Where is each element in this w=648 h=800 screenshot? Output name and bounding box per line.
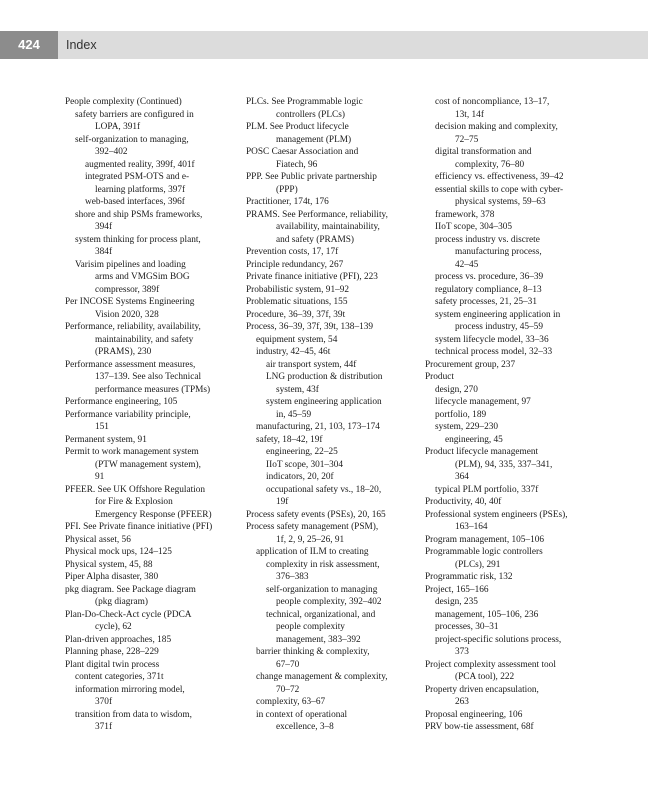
index-entry: transition from data to wisdom,: [75, 709, 192, 720]
index-entry: process industry, 45–59: [455, 322, 543, 332]
index-entry: management, 105–106, 236: [435, 609, 539, 620]
index-entry: Proposal engineering, 106: [425, 709, 523, 720]
index-entry: Project, 165–166: [425, 584, 489, 595]
index-entry: 72–75: [455, 134, 479, 145]
index-entry: Varisim pipelines and loading: [75, 259, 186, 270]
index-entry: portfolio, 189: [435, 409, 487, 420]
index-entry: IIoT scope, 304–305: [435, 222, 513, 232]
index-entry: engineering, 22–25: [266, 447, 338, 457]
index-entry: cycle), 62: [95, 622, 132, 632]
index-entry: 394f: [95, 222, 113, 232]
index-entry: design, 235: [435, 597, 478, 607]
index-entry: web-based interfaces, 396f: [85, 197, 185, 207]
index-entry: Per INCOSE Systems Engineering: [65, 297, 195, 307]
index-column-2: [246, 96, 418, 734]
index-entry: availability, maintainability,: [276, 222, 380, 232]
index-entry: Emergency Response (PFEER): [95, 509, 212, 520]
index-entry: Private finance initiative (PFI), 223: [246, 272, 378, 282]
index-entry: (PLCs), 291: [455, 559, 501, 570]
index-entry: process industry vs. discrete: [435, 234, 540, 245]
page-number: 424: [0, 31, 58, 59]
index-entry: 13t, 14f: [455, 109, 484, 120]
page-header: [0, 31, 648, 59]
index-entry: content categories, 371t: [75, 672, 164, 682]
index-entry: Permanent system, 91: [65, 434, 147, 445]
index-entry: Productivity, 40, 40f: [425, 497, 502, 507]
index-entry: (PPP): [276, 184, 298, 195]
index-entry: Property driven encapsulation,: [425, 684, 539, 695]
index-entry: performance measures (TPMs): [95, 384, 211, 395]
index-entry: PRAMS. See Performance, reliability,: [246, 209, 388, 220]
index-entry: self-organization to managing,: [75, 134, 189, 145]
index-entry: Programmatic risk, 132: [425, 572, 513, 582]
index-entry: typical PLM portfolio, 337f: [435, 484, 539, 495]
index-column-3: [425, 96, 595, 734]
index-entry: technical process model, 32–33: [435, 347, 553, 357]
index-entry: 137–139. See also Technical: [95, 372, 202, 382]
index-entry: barrier thinking & complexity,: [256, 647, 370, 657]
index-entry: project-specific solutions process,: [435, 634, 562, 645]
index-entry: information mirroring model,: [75, 684, 185, 695]
index-entry: 42–45: [455, 259, 479, 270]
index-entry: Plan-Do-Check-Act cycle (PDCA: [65, 609, 192, 620]
index-entry: Probabilistic system, 91–92: [246, 284, 350, 295]
index-entry: regulatory compliance, 8–13: [435, 284, 542, 295]
index-entry: Fiatech, 96: [276, 159, 318, 170]
index-entry: system lifecycle model, 33–36: [435, 334, 549, 345]
index-entry: for Fire & Explosion: [95, 497, 173, 507]
index-entry: system engineering application: [266, 397, 382, 407]
index-entry: 151: [95, 422, 109, 432]
index-entry: Performance, reliability, availability,: [65, 322, 201, 332]
index-entry: Principle redundancy, 267: [246, 259, 344, 270]
index-entry: occupational safety vs., 18–20,: [266, 484, 382, 495]
index-column-1: [65, 96, 243, 734]
index-entry: decision making and complexity,: [435, 122, 558, 132]
index-entry: Plant digital twin process: [65, 659, 160, 670]
index-entry: people complexity, 392–402: [276, 597, 382, 607]
index-entry: PFEER. See UK Offshore Regulation: [65, 484, 206, 495]
index-entry: augmented reality, 399f, 401f: [85, 159, 195, 170]
index-entry: 163–164: [455, 522, 488, 532]
index-entry: Product: [425, 372, 454, 382]
index-entry: (PLM), 94, 335, 337–341,: [455, 459, 553, 470]
index-entry: equipment system, 54: [256, 334, 338, 345]
index-entry: system thinking for process plant,: [75, 234, 201, 245]
index-entry: industry, 42–45, 46t: [256, 347, 331, 357]
index-entry: PLCs. See Programmable logic: [246, 97, 363, 107]
index-entry: PFI. See Private finance initiative (PFI): [65, 522, 213, 532]
index-entry: system, 229–230: [435, 422, 499, 432]
index-entry: Performance assessment measures,: [65, 359, 196, 370]
index-entry: 67–70: [276, 659, 300, 670]
index-entry: and safety (PRAMS): [276, 234, 354, 245]
index-entry: 392–402: [95, 147, 128, 157]
index-entry: Project complexity assessment tool: [425, 659, 556, 670]
index-entry: lifecycle management, 97: [435, 397, 531, 407]
index-entry: integrated PSM-OTS and e-: [85, 172, 190, 182]
index-entry: management (PLM): [276, 134, 352, 145]
index-entry: Physical system, 45, 88: [65, 559, 153, 570]
index-entry: technical, organizational, and: [266, 609, 376, 620]
index-entry: (PTW management system),: [95, 459, 201, 470]
index-entry: Prevention costs, 17, 17f: [246, 247, 339, 257]
index-entry: physical systems, 59–63: [455, 197, 546, 207]
index-entry: Vision 2020, 328: [95, 309, 159, 320]
index-entry: Physical asset, 56: [65, 534, 131, 545]
index-entry: Procurement group, 237: [425, 359, 516, 370]
index-entry: Program management, 105–106: [425, 534, 545, 545]
index-entry: cost of noncompliance, 13–17,: [435, 97, 550, 107]
index-entry: safety processes, 21, 25–31: [435, 297, 537, 307]
index-entry: (pkg diagram): [95, 597, 148, 607]
index-entry: controllers (PLCs): [276, 109, 345, 120]
index-entry: Professional system engineers (PSEs),: [425, 509, 568, 520]
index-entry: complexity, 76–80: [455, 159, 525, 170]
index-entry: Performance engineering, 105: [65, 397, 178, 407]
index-entry: efficiency vs. effectiveness, 39–42: [435, 172, 564, 182]
index-entry: maintainability, and safety: [95, 334, 194, 345]
index-entry: 1f, 2, 9, 25–26, 91: [276, 534, 345, 545]
index-entry: change management & complexity,: [256, 672, 388, 682]
index-entry: 19f: [276, 497, 289, 507]
index-entry: Process safety management (PSM),: [246, 522, 379, 532]
index-entry: People complexity (Continued): [65, 97, 182, 107]
index-entry: essential skills to cope with cyber-: [435, 184, 564, 195]
index-entry: complexity, 63–67: [256, 697, 326, 707]
index-entry: design, 270: [435, 384, 478, 395]
index-entry: 371f: [95, 722, 113, 732]
index-entry: excellence, 3–8: [276, 722, 334, 732]
index-entry: learning platforms, 397f: [95, 184, 186, 195]
index-entry: Process, 36–39, 37f, 39t, 138–139: [246, 322, 374, 332]
index-entry: Permit to work management system: [65, 447, 199, 457]
index-entry: Physical mock ups, 124–125: [65, 547, 172, 557]
index-entry: in, 45–59: [276, 409, 312, 420]
index-entry: PPP. See Public private partnership: [246, 172, 377, 182]
index-entry: air transport system, 44f: [266, 359, 357, 370]
index-entry: arms and VMGSim BOG: [95, 272, 190, 282]
index-entry: 91: [95, 472, 105, 482]
index-entry: Problematic situations, 155: [246, 297, 348, 307]
index-entry: process vs. procedure, 36–39: [435, 272, 544, 282]
index-entry: complexity in risk assessment,: [266, 559, 380, 570]
index-entry: PRV bow-tie assessment, 68f: [425, 722, 534, 732]
index-entry: Practitioner, 174t, 176: [246, 197, 329, 207]
index-entry: Piper Alpha disaster, 380: [65, 572, 159, 582]
index-entry: compressor, 389f: [95, 284, 160, 295]
index-entry: people complexity: [276, 622, 345, 632]
index-entry: digital transformation and: [435, 147, 532, 157]
index-entry: PLM. See Product lifecycle: [246, 122, 349, 132]
index-entry: 384f: [95, 247, 113, 257]
index-entry: LOPA, 391f: [95, 122, 141, 132]
index-entry: Procedure, 36–39, 37f, 39t: [246, 309, 346, 320]
index-entry: 373: [455, 647, 469, 657]
index-entry: 376–383: [276, 572, 309, 582]
index-entry: processes, 30–31: [435, 622, 499, 632]
index-entry: pkg diagram. See Package diagram: [65, 584, 196, 595]
index-entry: IIoT scope, 301–304: [266, 459, 344, 470]
index-entry: application of ILM to creating: [256, 547, 369, 557]
index-entry: 263: [455, 697, 469, 707]
index-entry: manufacturing process,: [455, 247, 542, 257]
index-entry: (PRAMS), 230: [95, 347, 152, 357]
index-entry: Product lifecycle management: [425, 447, 539, 457]
index-entry: safety, 18–42, 19f: [256, 434, 323, 445]
index-entry: 370f: [95, 697, 113, 707]
index-entry: management, 383–392: [276, 634, 361, 645]
index-entry: framework, 378: [435, 209, 495, 220]
index-entry: POSC Caesar Association and: [246, 147, 359, 157]
index-entry: Performance variability principle,: [65, 409, 191, 420]
index-entry: LNG production & distribution: [266, 372, 383, 382]
index-entry: Programmable logic controllers: [425, 547, 543, 557]
index-entry: 364: [455, 472, 469, 482]
index-entry: shore and ship PSMs frameworks,: [75, 209, 203, 220]
index-entry: system engineering application in: [435, 309, 561, 320]
index-entry: manufacturing, 21, 103, 173–174: [256, 422, 380, 432]
index-entry: 70–72: [276, 684, 300, 695]
index-entry: indicators, 20, 20f: [266, 472, 334, 482]
index-entry: in context of operational: [256, 709, 348, 720]
index-entry: engineering, 45: [445, 434, 503, 445]
index-entry: Plan-driven approaches, 185: [65, 634, 172, 645]
index-entry: safety barriers are configured in: [75, 109, 194, 120]
index-entry: Process safety events (PSEs), 20, 165: [246, 509, 386, 520]
index-entry: Planning phase, 228–229: [65, 647, 159, 657]
section-title: Index: [66, 38, 97, 52]
index-entry: (PCA tool), 222: [455, 672, 515, 682]
index-entry: self-organization to managing: [266, 584, 378, 595]
index-entry: system, 43f: [276, 384, 319, 395]
